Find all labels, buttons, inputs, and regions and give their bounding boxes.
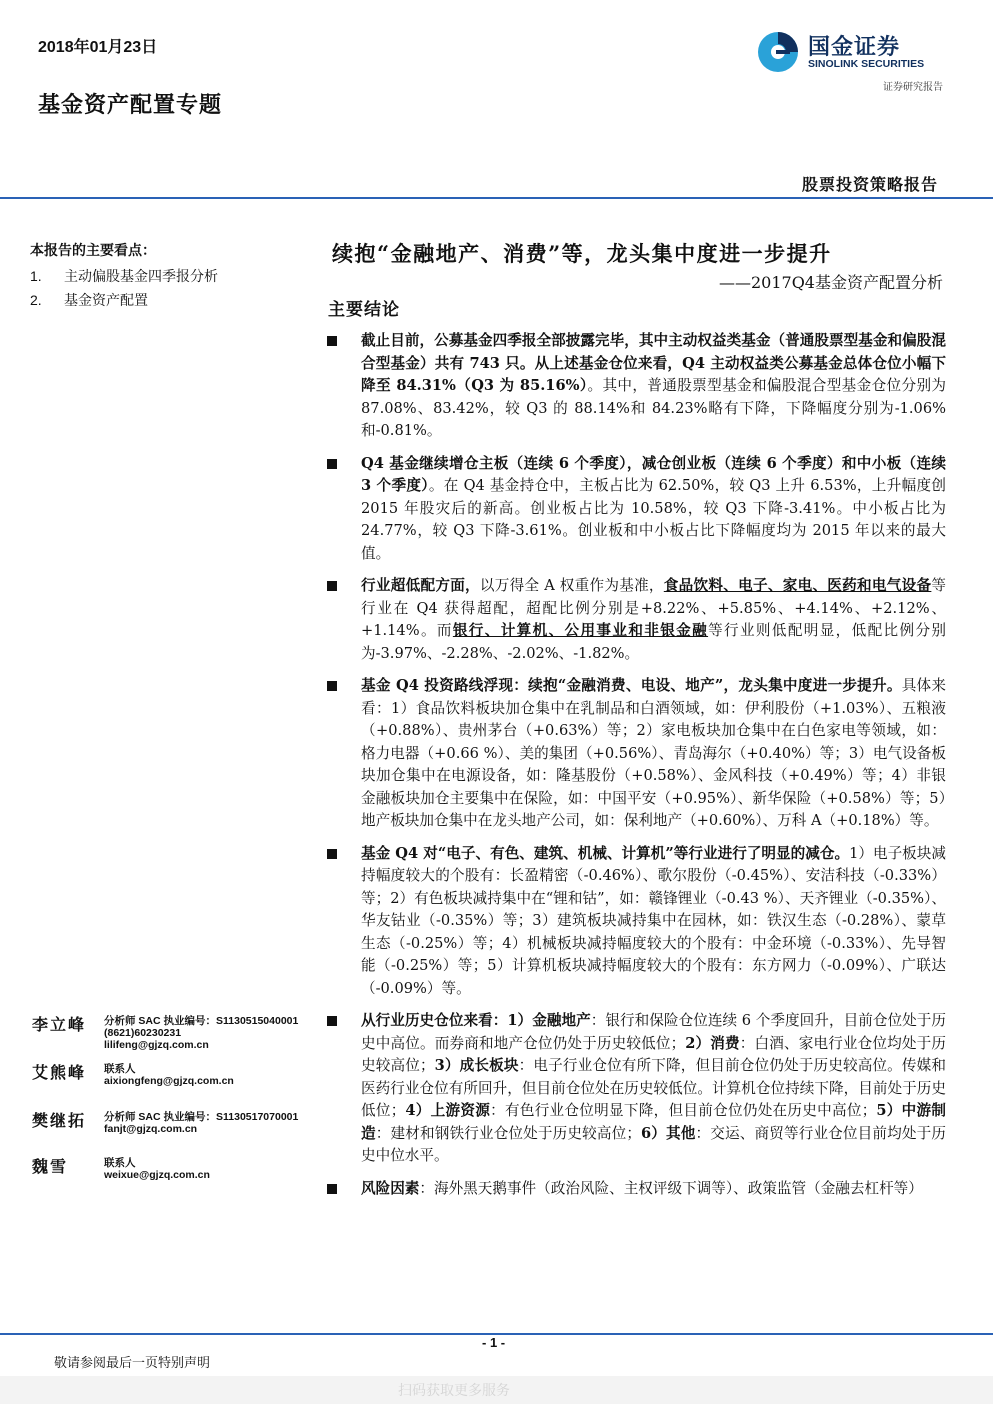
- bullet-square-icon: [327, 849, 337, 859]
- conclusion-bullet: [326, 453, 946, 566]
- bullet-highlight-text: 风险因素: [361, 1179, 420, 1197]
- bullet-text: ：建材和钢铁行业仓位处于历史较高位；: [375, 1124, 641, 1142]
- bullet-highlight-text: 5）中游制造: [361, 1102, 946, 1142]
- bullet-text: ：银行和保险仓位连续 6 个季度回升，目前仓位处于历史中高位。而券商和地产仓位仍处于历史较低位；: [361, 1012, 946, 1052]
- key-point-item: [30, 288, 290, 312]
- series-title: 基金资产配置专题: [38, 92, 223, 118]
- bullet-text: 等行业在 Q4 获得超配，超配比例分别是+8.22%、+5.85%、+4.14%、+2.12%、+1.14%。而: [361, 577, 946, 639]
- bullet-highlight-text: 银行、计算机、公用事业和非银金融: [452, 622, 709, 639]
- analyst-credential: 分析师 SAC 执业编号：S1130515040001: [104, 1015, 299, 1027]
- analyst-card: [32, 1012, 322, 1052]
- bullet-highlight-text: 行业超低配方面，: [361, 577, 480, 594]
- analyst-card: [32, 1154, 322, 1194]
- logo-chinese-text: 国金证券: [808, 35, 901, 60]
- bullet-highlight-text: 食品饮料、电子、家电、医药和电气设备: [663, 577, 932, 594]
- analyst-email[interactable]: lilifeng@gjzq.com.cn: [104, 1039, 209, 1051]
- report-date: 2018年01月23日: [38, 39, 158, 56]
- bullet-highlight-text: 6）其他: [640, 1124, 696, 1142]
- watermark-bar: [0, 1376, 993, 1404]
- analyst-info: [104, 1157, 210, 1181]
- analyst-card: [32, 1060, 322, 1100]
- bullet-text: ：电子行业仓位有所下降，但目前仓位仍处于历史较高位。传媒和医药行业仓位有所回升，但目前仓位处在历史较低位。计算机仓位持续下降，目前处于历史低位；: [361, 1057, 946, 1119]
- bullet-text: 。在 Q4 基金持仓中，主板占比为 62.50%，较 Q3 上升 6.53%，上升幅度创 2015 年股灾后的新高。创业板占比为 10.58%，较 Q3 下降-3.41%。中小板占比为 24.77%，较 Q3 下降-3.61%。创业板和中小板占比下降幅度均为 2015 年以来的最大值。: [361, 477, 947, 562]
- analyst-credential: 联系人: [104, 1063, 136, 1075]
- conclusion-bullet: [326, 330, 946, 443]
- report-title: 续抱“金融地产、消费”等，龙头集中度进一步提升: [332, 241, 832, 266]
- analyst-email[interactable]: weixue@gjzq.com.cn: [104, 1169, 210, 1181]
- bullet-square-icon: [327, 1016, 337, 1026]
- key-point-text: 基金资产配置: [64, 293, 148, 309]
- watermark-text: 扫码获取更多服务: [398, 1383, 510, 1399]
- analyst-credential: 分析师 SAC 执业编号：S1130517070001: [104, 1111, 299, 1123]
- conclusion-bullet: [326, 575, 946, 665]
- analyst-card: [32, 1108, 322, 1148]
- analyst-name: 李立峰: [32, 1015, 87, 1034]
- header-divider: [0, 197, 993, 199]
- bullet-text: ：有色行业仓位明显下降，但目前仓位仍处在历史中高位；: [490, 1102, 877, 1119]
- bullet-highlight-text: Q4 基金继续增仓主板（连续 6 个季度），减仓创业板（连续 6 个季度）和中小板（连续 3 个季度）: [361, 454, 946, 494]
- key-points-sidebar: [30, 240, 290, 312]
- page-number: - 1 -: [482, 1335, 506, 1350]
- report-subtitle: ——2017Q4基金资产配置分析: [718, 273, 943, 292]
- bullet-text: 。其中，普通股票型基金和偏股混合型基金仓位分别为 87.08%、83.42%，较 Q3 的 88.14%和 84.23%略有下降，下降幅度分别为-1.06%和-0.81%。: [361, 377, 946, 439]
- section-heading: 主要结论: [328, 300, 400, 320]
- bullet-highlight-text: 截止目前，公募基金四季报全部披露完毕，其中主动权益类基金（普通股票型基金和偏股混合型基金）共有 743 只。从上述基金仓位来看，Q4 主动权益类公募基金总体仓位小幅下降至 84.31%（Q3 为 85.16%）: [361, 332, 946, 394]
- conclusion-bullet: [326, 675, 946, 833]
- bullet-text: 以万得全 A 权重作为基准，: [479, 577, 664, 594]
- bullet-square-icon: [327, 459, 337, 469]
- bullet-square-icon: [327, 581, 337, 591]
- conclusion-bullet: [326, 1178, 946, 1201]
- analyst-info: [104, 1063, 234, 1087]
- key-points-heading: 本报告的主要看点：: [30, 243, 156, 259]
- bullet-highlight-text: 3）成长板块: [434, 1057, 519, 1074]
- bullet-square-icon: [327, 1184, 337, 1194]
- bullet-text: 1）电子板块减持幅度较大的个股有：长盈精密（-0.46%）、歌尔股份（-0.45%）、安洁科技（-0.33%）等；2）有色板块减持集中在“锂和钴”，如：赣锋锂业（-0.43 %）、天齐锂业（-0.35%）、华友钴业（-0.35%）等；3）建筑板块减持集中在园林，如：铁汉生态（-0.28%）、蒙草生态（-0.25%）等；4）机械板块减持幅度较大的个股有：中金环境（-0.33%）、先导智能（-0.25%）等；5）计算机板块减持幅度较大的个股有：东方网力（-0.09%）、广联达（-0.09%）等。: [361, 844, 946, 997]
- report-type: 股票投资策略报告: [801, 175, 938, 194]
- bullet-highlight-text: 4）上游资源: [405, 1102, 491, 1119]
- bullet-highlight-text: 从行业历史仓位来看：1）金融地产: [361, 1012, 591, 1029]
- bullet-text: 具体来看：1）食品饮料板块加仓集中在乳制品和白酒领域，如：伊利股份（+1.03%）、五粮液（+0.88%）、贵州茅台（+0.63%）等；2）家电板块加仓集中在白色家电等领域，如：格力电器（+0.66 %）、美的集团（+0.56%）、青岛海尔（+0.40%）等；3）电气设备板块加仓集中在电源设备，如：隆基股份（+0.58%）、金风科技（+0.49%）等；4）非银金融板块加仓主要集中在保险，如：中国平安（+0.95%）、新华保险（+0.58%）等；5）地产板块加仓集中在龙头地产公司，如：保利地产（+0.60%）、万科 A（+0.18%）等。: [361, 677, 946, 829]
- analyst-email[interactable]: fanjt@gjzq.com.cn: [104, 1123, 198, 1135]
- analyst-name: 樊继拓: [32, 1111, 87, 1130]
- analyst-name: 魏雪: [32, 1157, 69, 1176]
- conclusion-list: [326, 330, 946, 1210]
- bullet-text: ：交运、商贸等行业仓位目前均处于历史中位水平。: [361, 1124, 946, 1164]
- logo-subtitle: 证券研究报告: [883, 82, 943, 93]
- bullet-highlight-text: 基金 Q4 投资路线浮现：续抱“金融消费、电设、地产”，龙头集中度进一步提升。: [361, 677, 902, 694]
- company-logo: [756, 30, 946, 74]
- conclusion-bullet: [326, 843, 946, 1001]
- bullet-text: 等行业则低配明显，低配比例分别为-3.97%、-2.28%、-2.02%、-1.82%。: [361, 622, 946, 662]
- key-point-number: 1.: [30, 268, 42, 284]
- logo-mark-icon: [756, 30, 800, 74]
- key-point-text: 主动偏股基金四季报分析: [64, 269, 218, 285]
- analyst-phone: (8621)60230231: [104, 1027, 182, 1039]
- bullet-highlight-text: 基金 Q4 对“电子、有色、建筑、机械、计算机”等行业进行了明显的减仓。: [361, 844, 850, 862]
- logo-english-text: SINOLINK SECURITIES: [808, 58, 925, 70]
- analyst-credential: 联系人: [104, 1157, 136, 1169]
- bullet-text: ：白酒、家电行业仓位均处于历史较高位；: [361, 1034, 946, 1074]
- analyst-email[interactable]: aixiongfeng@gjzq.com.cn: [104, 1075, 234, 1087]
- key-point-number: 2.: [30, 292, 42, 308]
- bullet-square-icon: [327, 336, 337, 346]
- analyst-info: [104, 1111, 298, 1135]
- bullet-square-icon: [327, 681, 337, 691]
- bullet-highlight-text: 2）消费: [685, 1034, 740, 1052]
- analyst-info: [104, 1015, 298, 1051]
- key-point-item: [30, 264, 290, 288]
- bullet-text: ：海外黑天鹅事件（政治风险、主权评级下调等）、政策监管（金融去杠杆等）: [419, 1179, 923, 1197]
- disclaimer-text: 敬请参阅最后一页特别声明: [54, 1356, 211, 1371]
- conclusion-bullet: [326, 1010, 946, 1168]
- analyst-name: 艾熊峰: [32, 1063, 87, 1082]
